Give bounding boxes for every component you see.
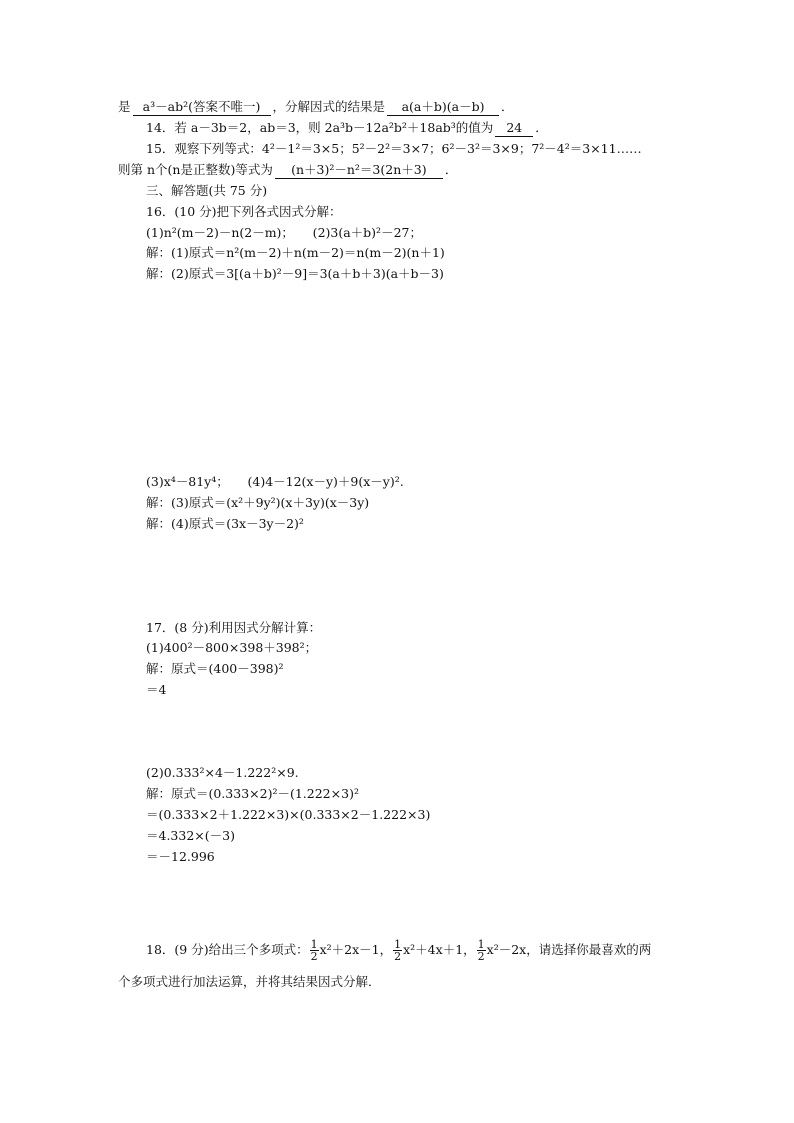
q13-prefix: 是 [118, 99, 131, 114]
q14-end: ． [535, 120, 548, 135]
line-q13-answer [118, 99, 514, 116]
q13-end: ． [501, 99, 514, 114]
q17-solution-2-step-1: 解：原式＝(0.333×2)²－(1.222×3)² [146, 786, 359, 801]
q17-part-1: (1)400²－800×398＋398²； [146, 640, 318, 655]
question-17: 17．(8 分)利用因式分解计算： [146, 620, 322, 635]
q14-answer-blank: 24 [495, 120, 533, 137]
q16-solution-4: 解：(4)原式＝(3x－3y－2)² [146, 516, 304, 531]
q18-polynomial-1: x²＋2x－1， [319, 942, 393, 957]
q17-solution-2-step-4: ＝－12.996 [146, 849, 215, 864]
q13-answer-blank-1: a³－ab²(答案不唯一) [133, 99, 271, 116]
question-18 [146, 938, 651, 962]
q15-prompt: 则第 n个(n是正整数)等式为 [118, 162, 273, 177]
q15-answer-blank: (n＋3)²－n²＝3(2n＋3) [275, 162, 443, 179]
question-15-continued [118, 162, 457, 179]
question-14 [146, 120, 548, 137]
fraction-denominator: 2 [477, 950, 485, 963]
question-16: 16．(10 分)把下列各式因式分解： [146, 204, 342, 219]
fraction-numerator: 1 [310, 938, 318, 951]
fraction-numerator: 1 [477, 938, 485, 951]
q16-solution-1: 解：(1)原式＝n²(m－2)＋n(m－2)＝n(m－2)(n＋1) [146, 245, 445, 260]
section-heading: 三、解答题(共 75 分) [146, 183, 268, 198]
q16-solution-2: 解：(2)原式＝3[(a＋b)²－9]＝3(a＋b＋3)(a＋b－3) [146, 266, 444, 281]
q15-end: ． [444, 162, 458, 177]
q16-parts-3-4: (3)x⁴－81y⁴； (4)4－12(x－y)＋9(x－y)². [146, 474, 404, 489]
q18-polynomial-2: x²＋4x＋1， [403, 942, 476, 957]
q17-part-2: (2)0.333²×4－1.222²×9. [146, 765, 299, 780]
q14-text: 14．若 a－3b＝2，ab＝3，则 2a³b－12a²b²＋18ab³的值为 [146, 120, 494, 135]
question-15: 15．观察下列等式：4²－1²＝3×5；5²－2²＝3×7；6²－3²＝3×9；7²－4²＝3×11…… [146, 141, 642, 156]
fraction-denominator: 2 [394, 950, 402, 963]
q17-solution-1-step-2: ＝4 [146, 682, 167, 697]
fraction-one-half [393, 939, 402, 962]
q17-solution-2-step-3: ＝4.332×(－3) [146, 828, 235, 843]
q17-solution-2-step-2: ＝(0.333×2＋1.222×3)×(0.333×2－1.222×3) [146, 807, 431, 822]
fraction-denominator: 2 [310, 950, 318, 963]
fraction-one-half [477, 939, 486, 962]
question-18-continued: 个多项式进行加法运算，并将其结果因式分解． [118, 974, 381, 989]
q17-solution-1-step-1: 解：原式＝(400－398)² [146, 661, 284, 676]
q16-solution-3: 解：(3)原式＝(x²＋9y²)(x＋3y)(x－3y) [146, 495, 370, 510]
q13-middle-text: ，分解因式的结果是 [272, 99, 386, 114]
fraction-one-half [310, 939, 319, 962]
q18-intro: 18．(9 分)给出三个多项式： [146, 942, 309, 957]
q13-answer-blank-2: a(a＋b)(a－b) [387, 99, 499, 116]
q16-parts-1-2: (1)n²(m－2)－n(2－m)； (2)3(a＋b)²－27； [146, 225, 422, 240]
fraction-numerator: 1 [394, 938, 402, 951]
q18-polynomial-3-and-prompt: x²－2x，请选择你最喜欢的两 [486, 942, 652, 957]
